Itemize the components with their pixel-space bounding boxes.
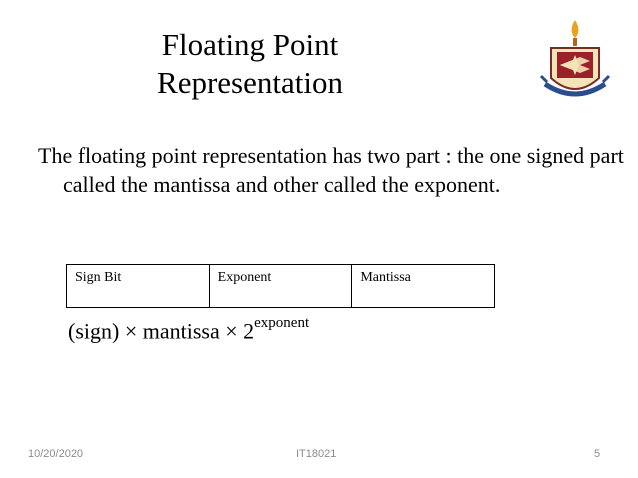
university-emblem-icon	[535, 18, 615, 108]
formula-base: (sign) × mantissa × 2	[68, 318, 255, 344]
slide-title	[110, 26, 390, 102]
title-line-2: Representation	[157, 65, 343, 100]
field-exponent: Exponent	[209, 265, 352, 308]
field-mantissa: Mantissa	[352, 265, 495, 308]
title-line-1: Floating Point	[161, 27, 339, 62]
footer-page-number: 5	[594, 448, 601, 460]
body-paragraph: The floating point representation has two part : the one signed part called the mantissa and other called the exponent.	[38, 143, 624, 197]
formula-exponent: exponent	[254, 315, 310, 331]
floating-point-format-table	[66, 264, 495, 308]
formula	[68, 315, 310, 344]
field-sign-bit: Sign Bit	[67, 265, 210, 308]
footer-course-code: IT18021	[296, 448, 337, 460]
footer-date: 10/20/2020	[28, 448, 84, 460]
